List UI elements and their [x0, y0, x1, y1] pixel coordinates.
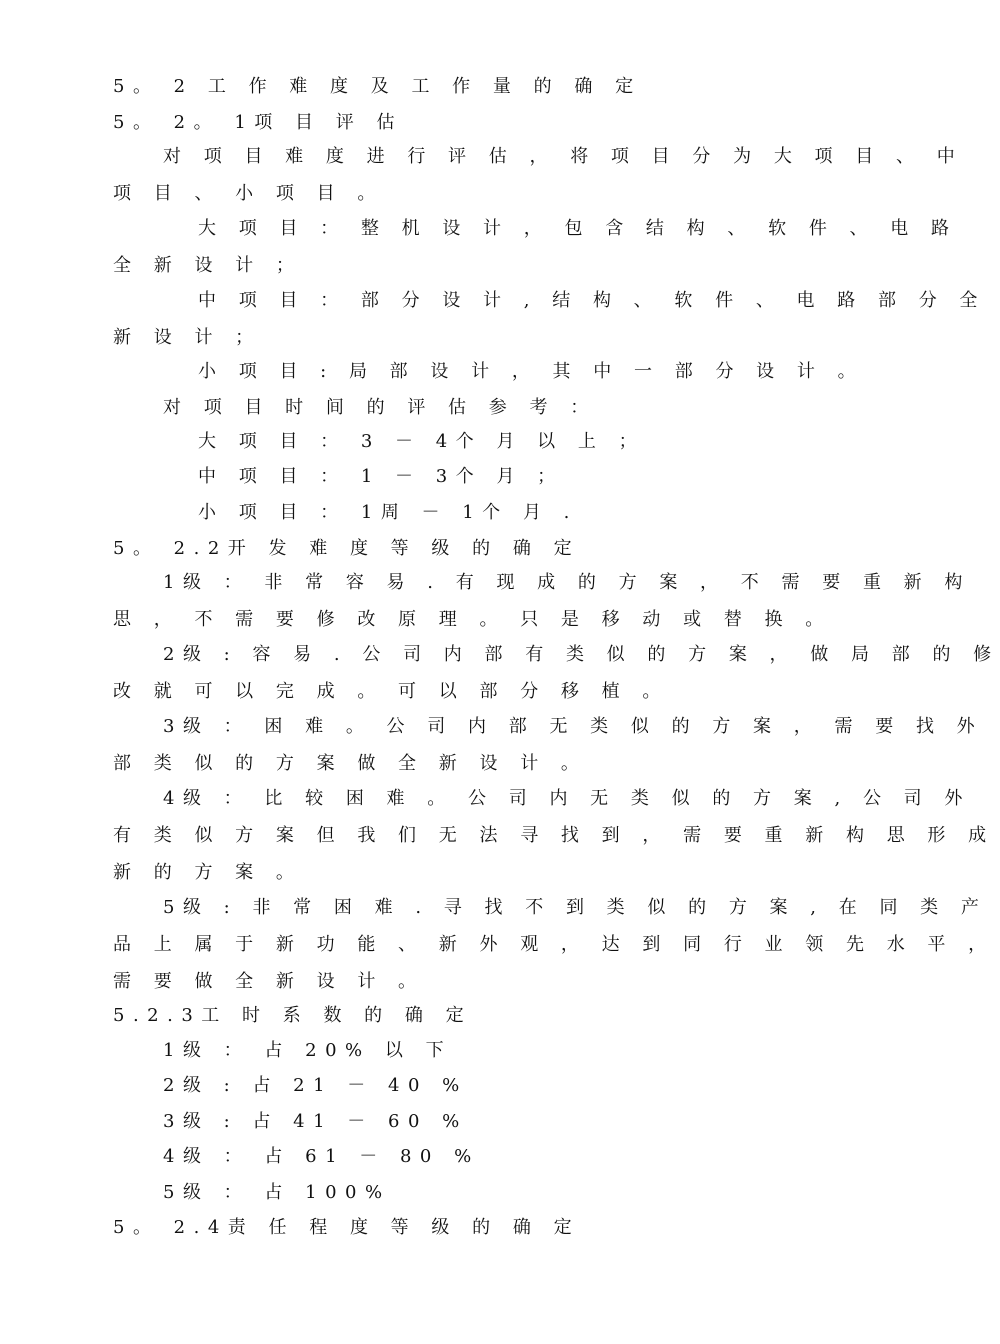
paragraph-line: 项 目 、 小 项 目 。 [113, 183, 384, 204]
paragraph-line: 部 类 似 的 方 案 做 全 新 设 计 。 [113, 753, 588, 774]
paragraph-line: 全 新 设 计 ； [113, 255, 303, 276]
paragraph-line: 3级 ： 困 难 。 公 司 内 部 无 类 似 的 方 案 ， 需 要 找 外 [163, 716, 984, 737]
heading-5-2-4: 5。 2.4责 任 程 度 等 级 的 确 定 [113, 1217, 581, 1238]
paragraph-line: 对 项 目 难 度 进 行 评 估 ， 将 项 目 分 为 大 项 目 、 中 [163, 146, 964, 167]
paragraph-line: 1级 ： 非 常 容 易 . 有 现 成 的 方 案 ， 不 需 要 重 新 构 [163, 572, 971, 593]
paragraph-line: 新 设 计 ； [113, 327, 262, 348]
paragraph-line: 品 上 属 于 新 功 能 、 新 外 观 ， 达 到 同 行 业 领 先 水 平 ， [113, 934, 995, 955]
paragraph-line: 新 的 方 案 。 [113, 862, 303, 883]
paragraph-line: 中 项 目 ： 部 分 设 计 , 结 构 、 软 件 、 电 路 部 分 全 [198, 290, 986, 311]
list-item: 大 项 目 ： 3 － 4个 月 以 上 ； [198, 431, 646, 452]
list-item: 4级 ： 占 61 － 80 % [163, 1146, 480, 1167]
heading-5-2: 5。 2 工 作 难 度 及 工 作 量 的 确 定 [113, 76, 642, 97]
heading-5-2-1: 5。 2。 1项 目 评 估 [113, 112, 403, 133]
paragraph-line: 改 就 可 以 完 成 。 可 以 部 分 移 植 。 [113, 681, 669, 702]
heading-5-2-2: 5。 2.2开 发 难 度 等 级 的 确 定 [113, 538, 581, 559]
paragraph-line: 小 项 目 : 局 部 设 计 ， 其 中 一 部 分 设 计 。 [198, 361, 865, 382]
heading-5-2-3: 5.2.3工 时 系 数 的 确 定 [113, 1005, 473, 1026]
paragraph-line: 5级 : 非 常 困 难 . 寻 找 不 到 类 似 的 方 案 , 在 同 类 产 [163, 897, 988, 918]
list-item: 3级 : 占 41 － 60 % [163, 1111, 468, 1132]
paragraph-line: 有 类 似 方 案 但 我 们 无 法 寻 找 到 ， 需 要 重 新 构 思 形 成 [113, 825, 995, 846]
list-item: 2级 : 占 21 － 40 % [163, 1075, 468, 1096]
list-item: 5级 ： 占 100% [163, 1182, 391, 1203]
paragraph-line: 4级 ： 比 较 困 难 。 公 司 内 无 类 似 的 方 案 , 公 司 外 [163, 788, 971, 809]
paragraph-line: 思 ， 不 需 要 修 改 原 理 。 只 是 移 动 或 替 换 。 [113, 609, 832, 630]
paragraph-line: 2级 : 容 易 . 公 司 内 部 有 类 似 的 方 案 ， 做 局 部 的 修 [163, 644, 1000, 665]
list-item: 小 项 目 ： 1周 － 1个 月 . [198, 502, 578, 523]
paragraph-line: 大 项 目 ： 整 机 设 计 ， 包 含 结 构 、 软 件 、 电 路 [198, 218, 958, 239]
paragraph-line: 对 项 目 时 间 的 评 估 参 考 ： [163, 397, 597, 418]
list-item: 1级 ： 占 20% 以 下 [163, 1040, 453, 1061]
list-item: 中 项 目 ： 1 － 3个 月 ； [198, 466, 564, 487]
paragraph-line: 需 要 做 全 新 设 计 。 [113, 971, 425, 992]
